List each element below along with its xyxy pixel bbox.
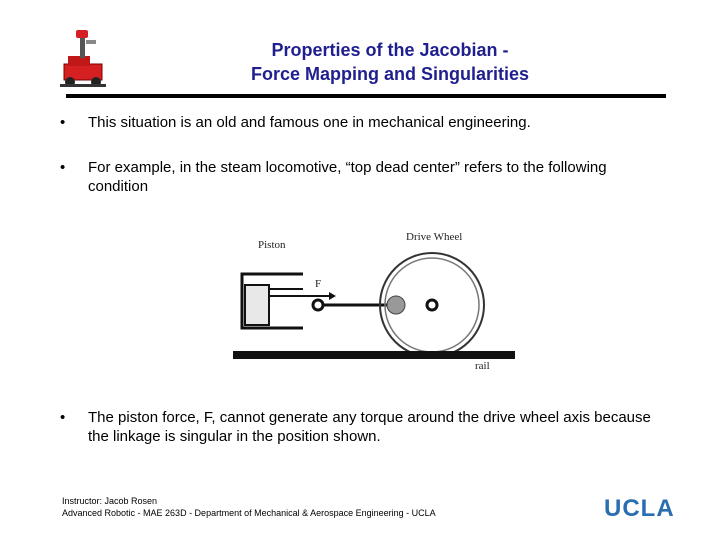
footer	[62, 495, 436, 519]
footer-instructor: Instructor: Jacob Rosen	[62, 496, 158, 506]
page-title	[200, 38, 580, 86]
title-line-2: Force Mapping and Singularities	[250, 64, 530, 84]
drive-wheel-label: Drive Wheel	[406, 231, 463, 243]
locomotive-diagram	[225, 225, 525, 375]
footer-course: Advanced Robotic - MAE 263D - Department of Mechanical & Aerospace Engineering - UCLA	[62, 508, 436, 518]
force-arrowhead	[329, 292, 336, 300]
crank-pin	[387, 296, 405, 314]
force-label: F	[315, 278, 322, 290]
rail-label: rail	[475, 360, 490, 372]
bullet-marker: •	[60, 159, 66, 176]
crosshead-pin	[313, 300, 323, 310]
title-divider	[66, 94, 666, 98]
piston-label: Piston	[258, 239, 286, 251]
robot-icon	[58, 26, 110, 94]
rail	[233, 351, 515, 359]
bullet-marker: •	[60, 114, 66, 131]
piston-block	[245, 285, 269, 325]
bullet-text-3: The piston force, F, cannot generate any torque around the drive wheel axis because the linkage is singular in the position shown.	[88, 409, 651, 445]
wheel-axle	[427, 300, 437, 310]
ucla-logo: UCLA	[604, 495, 675, 522]
title-line-1: Properties of the Jacobian -	[271, 40, 509, 60]
bullet-marker: •	[60, 409, 66, 426]
bullet-text-2: For example, in the steam locomotive, “top dead center” refers to the following condition	[88, 159, 607, 195]
bullet-text-1: This situation is an old and famous one in mechanical engineering.	[88, 114, 531, 131]
